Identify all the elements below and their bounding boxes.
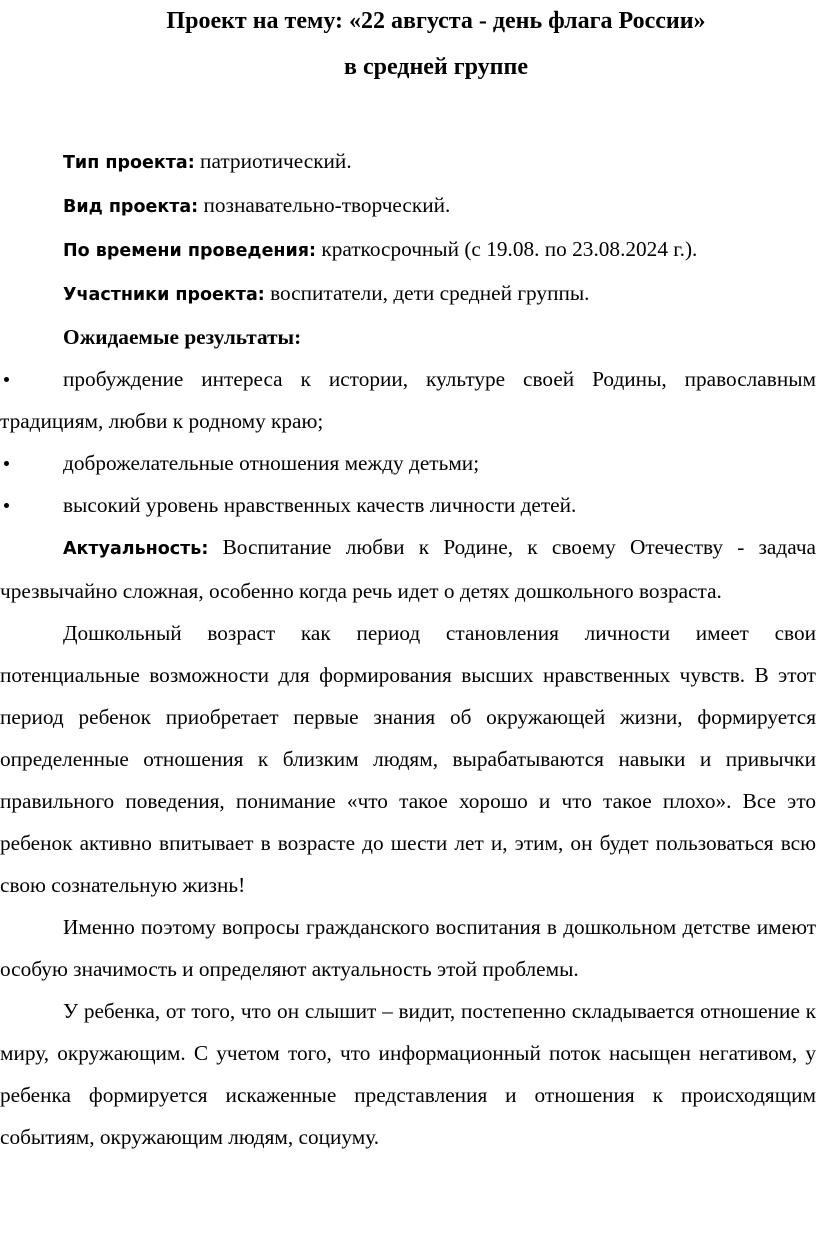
document-title: Проект на тему: «22 августа - день флага России» (166, 8, 706, 34)
field-project-kind (0, 184, 816, 228)
field-value: патриотический. (194, 149, 352, 173)
bullet-icon (4, 503, 9, 508)
relevance-label: Актуальность: (63, 539, 209, 559)
list-item-text: пробуждение интереса к истории, культуре своей Родины, православным традициям, любви к родному краю; (0, 367, 816, 433)
bullet-icon (4, 377, 9, 382)
results-heading-text: Ожидаемые результаты: (63, 325, 302, 349)
body-paragraph: Именно поэтому вопросы гражданского воспитания в дошкольном детстве имеют особую значимость и определяют актуальность этой проблемы. (0, 915, 816, 981)
results-heading (0, 316, 816, 358)
list-item (0, 484, 816, 526)
field-project-duration (0, 228, 816, 272)
field-label: По времени проведения: (63, 241, 317, 261)
body-paragraph: Дошкольный возраст как период становления личности имеет свои потенциальные возможности для формирования высших нравственных чувств. В этот период ребенок приобретает первые знания об окружающей жизни, формируется определенные отношения к близким людям, вырабатываются навыки и привычки правильного поведения, понимание «что такое хорошо и что такое плохо». Все это ребенок активно впитывает в возрасте до шести лет и, этим, он будет пользоваться всю свою сознательную жизнь! (0, 621, 816, 897)
field-value: краткосрочный (с 19.08. по 23.08.2024 г.). (316, 237, 698, 261)
document-body (0, 140, 816, 1158)
list-item (0, 442, 816, 484)
field-value: воспитатели, дети средней группы. (264, 281, 590, 305)
field-label: Тип проекта: (63, 153, 195, 173)
field-value: познавательно-творческий. (198, 193, 451, 217)
relevance-paragraph (0, 526, 816, 612)
document-subtitle: в средней группе (344, 54, 528, 80)
field-label: Вид проекта: (63, 197, 199, 217)
body-paragraph: У ребенка, от того, что он слышит – видит, постепенно складывается отношение к миру, окружающим. С учетом того, что информационный поток насыщен негативом, у ребенка формируется искаженные представления и отношения к происходящим событиям, окружающим людям, социуму. (0, 999, 816, 1149)
relevance-text: Воспитание любви к Родине, к своему Отечеству - задача чрезвычайно сложная, особенно когда речь идет о детях дошкольного возраста. (0, 535, 816, 603)
field-project-type (0, 140, 816, 184)
bullet-icon (4, 461, 9, 466)
field-project-participants (0, 272, 816, 316)
list-item-text: высокий уровень нравственных качеств личности детей. (63, 493, 577, 517)
field-label: Участники проекта: (63, 285, 265, 305)
list-item-text: доброжелательные отношения между детьми; (63, 451, 480, 475)
list-item (0, 358, 816, 442)
